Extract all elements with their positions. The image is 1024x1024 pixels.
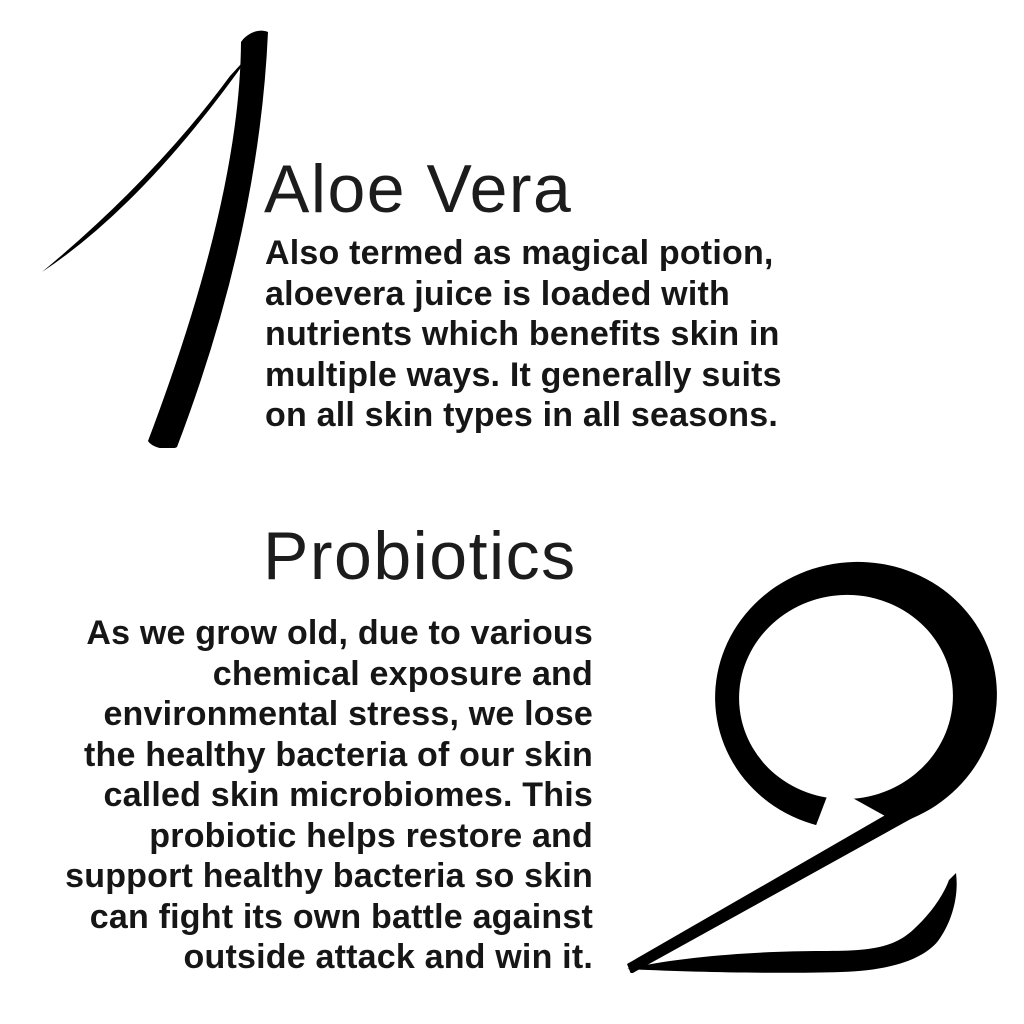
body-line: probiotic helps restore and	[149, 816, 593, 855]
body-line: outside attack and win it.	[183, 938, 593, 976]
body-line: the healthy bacteria of our skin	[84, 735, 593, 774]
body-line: environmental stress, we lose	[103, 695, 593, 733]
section-2-body	[65, 613, 593, 978]
section-1-body	[265, 233, 782, 436]
body-line: can fight its own battle against	[89, 897, 593, 936]
body-line: called skin microbiomes. This	[103, 776, 593, 814]
body-line: on all skin types in all seasons.	[265, 396, 779, 434]
body-line: As we grow old, due to various	[86, 614, 593, 652]
body-line: Also termed as magical potion,	[265, 234, 774, 272]
section-2-title: Probiotics	[263, 518, 577, 594]
body-line: nutrients which benefits skin in	[265, 315, 780, 353]
body-line: chemical exposure and	[212, 654, 593, 693]
body-line: multiple ways. It generally suits	[265, 355, 782, 394]
section-1-title: Aloe Vera	[264, 151, 573, 227]
numeral-2-glyph	[627, 558, 997, 973]
numeral-1-glyph	[40, 28, 270, 448]
body-line: support healthy bacteria so skin	[65, 857, 593, 895]
body-line: aloevera juice is loaded with	[265, 274, 730, 313]
